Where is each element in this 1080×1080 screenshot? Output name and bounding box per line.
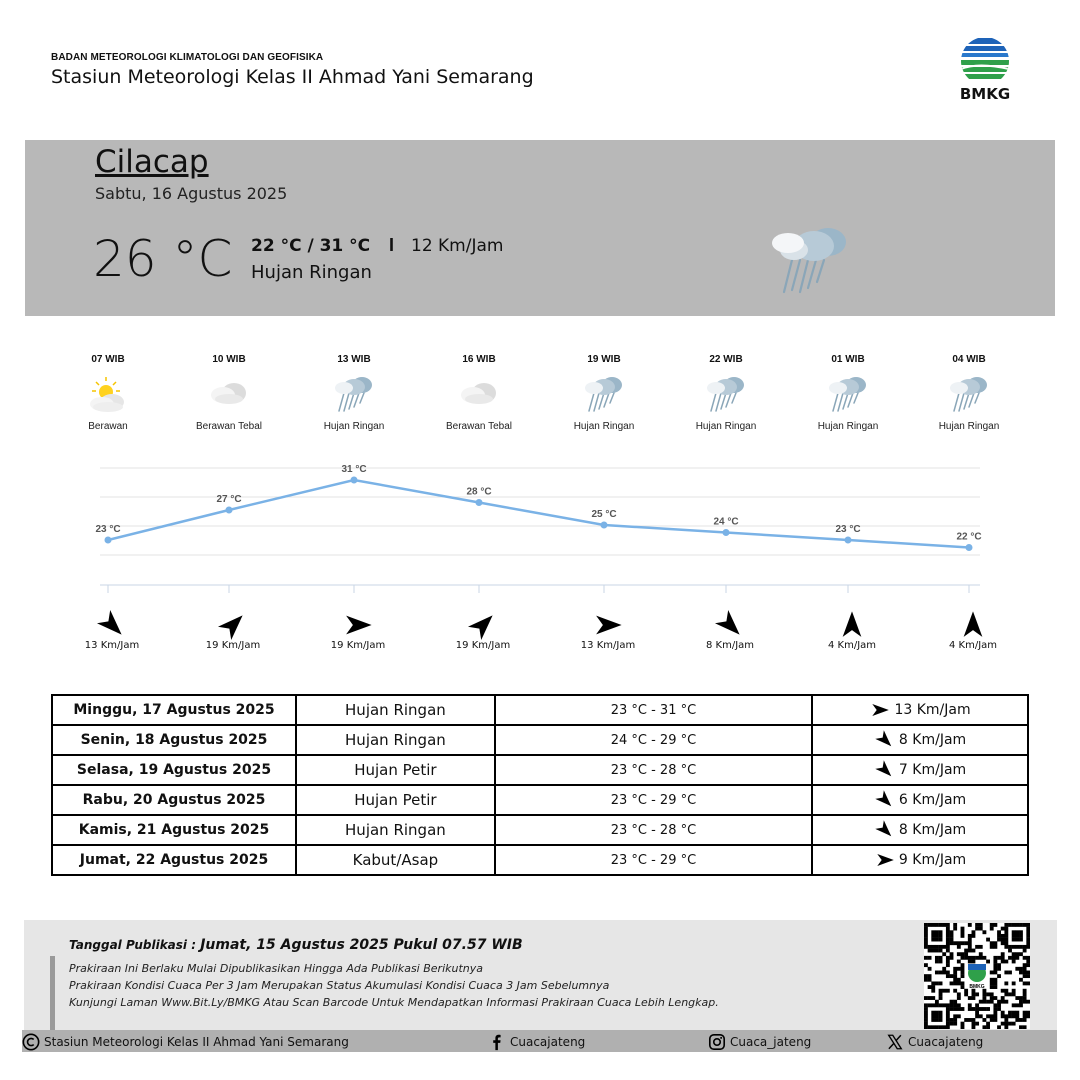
wind-direction-arrow-icon: [874, 789, 896, 811]
hourly-item: [299, 354, 409, 432]
hourly-wind: [685, 608, 775, 651]
hourly-time: 01 WIB: [831, 354, 865, 365]
hourly-item: [549, 354, 659, 432]
daily-wind: [812, 695, 1028, 725]
daily-condition: Hujan Ringan: [296, 725, 495, 755]
x-handle: Cuacajateng: [908, 1035, 984, 1049]
temperature-point: [351, 477, 358, 484]
copyright-item: [22, 1033, 349, 1051]
hourly-item: [174, 354, 284, 432]
daily-temperature-range: 23 °C - 29 °C: [495, 845, 812, 875]
daily-temperature-range: 24 °C - 29 °C: [495, 725, 812, 755]
current-wind-speed: 12 Km/Jam: [411, 236, 504, 256]
hourly-time: 13 WIB: [337, 354, 371, 365]
daily-day: Kamis, 21 Agustus 2025: [52, 815, 296, 845]
instagram-handle: Cuaca_jateng: [730, 1035, 812, 1049]
copyright-text: Stasiun Meteorologi Kelas II Ahmad Yani Semarang: [44, 1035, 349, 1049]
daily-forecast-row: [52, 845, 1028, 875]
temperature-data-label: 25 °C: [591, 509, 617, 520]
daily-forecast-row: [52, 695, 1028, 725]
hourly-wind-speed: 4 Km/Jam: [827, 640, 877, 651]
agency-name: BADAN METEOROLOGI KLIMATOLOGI DAN GEOFISIKA: [51, 52, 324, 63]
hourly-wind-speed: 13 Km/Jam: [580, 640, 636, 651]
hourly-condition: Hujan Ringan: [817, 421, 879, 432]
hourly-wind: [563, 608, 653, 651]
hourly-item: [424, 354, 534, 432]
temperature-data-label: 23 °C: [95, 524, 121, 535]
hourly-wind-speed: 4 Km/Jam: [948, 640, 998, 651]
footer-note-2: Prakiraan Kondisi Cuaca Per 3 Jam Merupakan Status Akumulasi Kondisi Cuaca 3 Jam Sebelumnya: [69, 979, 610, 992]
temperature-data-label: 27 °C: [216, 494, 242, 505]
rain-cloud-icon: [770, 220, 850, 300]
wind-direction-arrow-icon: [685, 608, 775, 642]
facebook-icon: [488, 1033, 506, 1051]
wind-direction-arrow-icon: [563, 608, 653, 642]
wind-direction-arrow-icon: [438, 608, 528, 642]
daily-condition: Hujan Ringan: [296, 695, 495, 725]
hourly-wind-speed: 19 Km/Jam: [330, 640, 386, 651]
daily-wind: [812, 725, 1028, 755]
publication-value: Jumat, 15 Agustus 2025 Pukul 07.57 WIB: [200, 937, 523, 953]
current-date: Sabtu, 16 Agustus 2025: [95, 184, 288, 203]
temperature-data-label: 22 °C: [956, 531, 982, 543]
temperature-point: [723, 529, 730, 536]
daily-wind: [812, 755, 1028, 785]
hourly-wind: [438, 608, 528, 651]
wind-direction-arrow-icon: [874, 849, 896, 871]
temperature-point: [105, 537, 112, 544]
city-name: Cilacap: [95, 144, 209, 180]
hourly-item: [793, 354, 903, 432]
wind-direction-arrow-icon: [874, 759, 896, 781]
footer-accent-bar: [50, 956, 55, 1030]
daily-day: Selasa, 19 Agustus 2025: [52, 755, 296, 785]
daily-forecast-row: [52, 725, 1028, 755]
daily-forecast-row: [52, 755, 1028, 785]
daily-temperature-range: 23 °C - 31 °C: [495, 695, 812, 725]
daily-wind-speed: 8 Km/Jam: [898, 732, 967, 748]
current-condition: Hujan Ringan: [251, 262, 372, 283]
footer-info: [24, 920, 1057, 1030]
temperature-data-label: 31 °C: [341, 465, 367, 475]
hourly-wind: [313, 608, 403, 651]
footer-note-1: Prakiraan Ini Berlaku Mulai Dipublikasikan Hingga Ada Publikasi Berikutnya: [69, 962, 484, 975]
cloudy-icon: [207, 373, 251, 415]
temperature-series-line: [108, 480, 969, 548]
daily-wind-speed: 7 Km/Jam: [898, 762, 967, 778]
current-weather-panel: [25, 140, 1055, 316]
rain-cloud-icon: [332, 373, 376, 415]
daily-temperature-range: 23 °C - 28 °C: [495, 815, 812, 845]
hourly-time: 07 WIB: [91, 354, 125, 365]
hourly-wind: [188, 608, 278, 651]
daily-forecast-row: [52, 785, 1028, 815]
wind-direction-arrow-icon: [188, 608, 278, 642]
hourly-condition: Berawan: [88, 421, 128, 432]
publication-label: Tanggal Publikasi :: [69, 938, 201, 952]
x-icon: [886, 1033, 904, 1051]
hourly-condition: Hujan Ringan: [695, 421, 757, 432]
hourly-time: 19 WIB: [587, 354, 621, 365]
daily-wind: [812, 785, 1028, 815]
daily-wind-speed: 9 Km/Jam: [898, 852, 967, 868]
footer-note-3: Kunjungi Laman Www.Bit.Ly/BMKG Atau Scan Barcode Untuk Mendapatkan Informasi Prakiraan Cuaca Lebih Lengkap.: [69, 996, 719, 1009]
daily-forecast-row: [52, 815, 1028, 845]
daily-condition: Hujan Petir: [296, 785, 495, 815]
daily-wind-speed: 13 Km/Jam: [894, 702, 971, 718]
temperature-point: [966, 544, 973, 551]
wind-direction-arrow-icon: [67, 608, 157, 642]
facebook-handle: Cuacajateng: [510, 1035, 586, 1049]
rain-cloud-icon: [582, 373, 626, 415]
facebook-link[interactable]: [488, 1033, 585, 1051]
instagram-icon: [708, 1033, 726, 1051]
hourly-condition: Berawan Tebal: [446, 421, 512, 432]
daily-wind-speed: 8 Km/Jam: [898, 822, 967, 838]
x-link[interactable]: [886, 1033, 983, 1051]
wind-direction-arrow-icon: [869, 699, 891, 721]
daily-wind: [812, 845, 1028, 875]
hourly-item: [53, 354, 163, 432]
copyright-icon: [22, 1033, 40, 1051]
hourly-condition: Hujan Ringan: [938, 421, 1000, 432]
hourly-wind: [807, 608, 897, 651]
cloudy-icon: [457, 373, 501, 415]
rain-cloud-icon: [704, 373, 748, 415]
daily-day: Senin, 18 Agustus 2025: [52, 725, 296, 755]
hourly-condition: Berawan Tebal: [196, 421, 262, 432]
temperature-point: [845, 537, 852, 544]
daily-day: Jumat, 22 Agustus 2025: [52, 845, 296, 875]
qr-code[interactable]: [924, 923, 1030, 1029]
temperature-line-chart: [90, 465, 990, 595]
separator: I: [389, 235, 395, 255]
hourly-wind-speed: 13 Km/Jam: [84, 640, 140, 651]
wind-direction-arrow-icon: [928, 608, 1018, 642]
temperature-data-label: 23 °C: [835, 524, 861, 535]
qr-bmkg-logo-icon: [968, 964, 986, 990]
hourly-wind-speed: 19 Km/Jam: [455, 640, 511, 651]
publication-date: [69, 937, 523, 953]
daily-wind-speed: 6 Km/Jam: [898, 792, 967, 808]
wind-direction-arrow-icon: [313, 608, 403, 642]
hourly-wind: [928, 608, 1018, 651]
bmkg-logo: [958, 36, 1012, 102]
temperature-point: [601, 522, 608, 529]
wind-direction-arrow-icon: [874, 729, 896, 751]
hourly-wind-speed: 19 Km/Jam: [205, 640, 261, 651]
hourly-time: 16 WIB: [462, 354, 496, 365]
bmkg-logo-text: BMKG: [959, 85, 1011, 103]
daily-condition: Hujan Petir: [296, 755, 495, 785]
daily-condition: Hujan Ringan: [296, 815, 495, 845]
rain-cloud-icon: [826, 373, 870, 415]
daily-day: Minggu, 17 Agustus 2025: [52, 695, 296, 725]
hourly-wind: [67, 608, 157, 651]
temperature-data-label: 24 °C: [713, 516, 739, 528]
social-bar: [22, 1030, 1057, 1052]
hourly-item: [671, 354, 781, 432]
wind-direction-arrow-icon: [874, 819, 896, 841]
instagram-link[interactable]: [708, 1033, 811, 1051]
hourly-condition: Hujan Ringan: [573, 421, 635, 432]
daily-condition: Kabut/Asap: [296, 845, 495, 875]
temperature-data-label: 28 °C: [466, 486, 492, 498]
bmkg-logo-icon: [958, 36, 1012, 86]
hourly-time: 10 WIB: [212, 354, 246, 365]
station-name: Stasiun Meteorologi Kelas II Ahmad Yani Semarang: [51, 66, 534, 88]
qr-logo-text: BMKG: [969, 984, 985, 990]
daily-temperature-range: 23 °C - 28 °C: [495, 755, 812, 785]
current-temperature: 26 °C: [93, 230, 233, 288]
temperature-point: [226, 507, 233, 514]
hourly-item: [914, 354, 1024, 432]
partly-cloudy-icon: [86, 373, 130, 415]
temperature-range: 22 °C / 31 °C: [251, 236, 371, 256]
hourly-time: 04 WIB: [952, 354, 986, 365]
daily-day: Rabu, 20 Agustus 2025: [52, 785, 296, 815]
wind-direction-arrow-icon: [807, 608, 897, 642]
daily-temperature-range: 23 °C - 29 °C: [495, 785, 812, 815]
daily-wind: [812, 815, 1028, 845]
hourly-condition: Hujan Ringan: [323, 421, 385, 432]
daily-forecast-table: [51, 694, 1029, 876]
hourly-time: 22 WIB: [709, 354, 743, 365]
rain-cloud-icon: [947, 373, 991, 415]
temperature-point: [476, 499, 483, 506]
hourly-wind-speed: 8 Km/Jam: [705, 640, 755, 651]
